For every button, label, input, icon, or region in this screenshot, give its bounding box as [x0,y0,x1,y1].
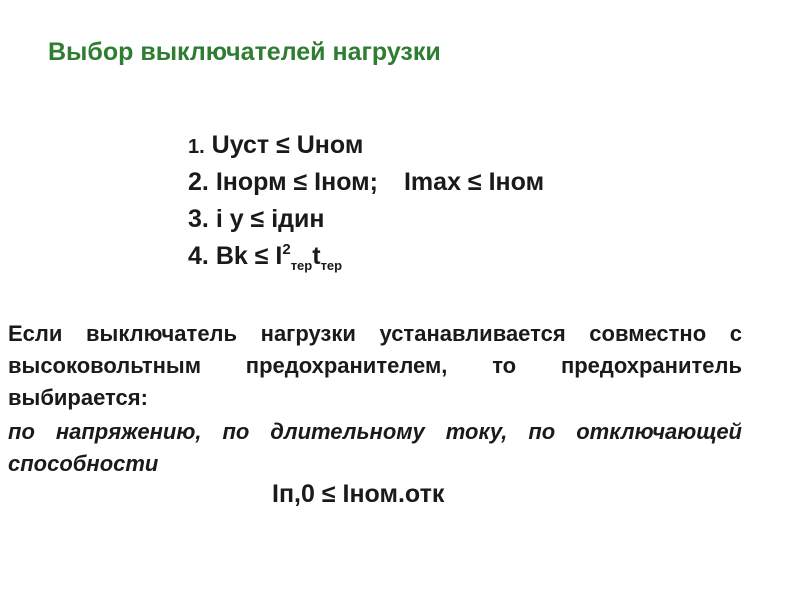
formula-superscript: 2 [282,241,291,258]
condition-item-1 [188,127,544,164]
condition-number: 3. [188,205,209,233]
condition-formula [215,241,343,273]
condition-item-3 [188,201,544,238]
condition-formula: i у ≤ iдин [215,205,325,233]
formula-mid: t [312,242,321,270]
body-paragraph-italic: по напряжению, по длительному току, по отключающей способности [8,419,742,476]
body-paragraph: Если выключатель нагрузки устанавливается совместно с высоковольтным предохранителем, то предохранитель выбирается: [8,321,742,410]
condition-number: 4. [188,242,209,270]
condition-formula-secondary: Imax ≤ Iном [403,168,545,196]
formula-prefix: Bk ≤ I [215,242,283,270]
formula-subscript: тер [320,258,343,273]
condition-number: 2. [188,168,209,196]
final-condition: Iп,0 ≤ Iном.отк [272,480,445,508]
condition-formula: Uуст ≤ Uном [211,131,364,159]
condition-formula: Iнорм ≤ Iном; [215,168,378,196]
formula-subscript: тер [290,258,313,273]
slide-title: Выбор выключателей нагрузки [48,38,441,66]
condition-item-4 [188,238,544,275]
condition-item-2 [188,164,544,201]
condition-number: 1. [188,136,205,158]
condition-list [188,127,544,275]
